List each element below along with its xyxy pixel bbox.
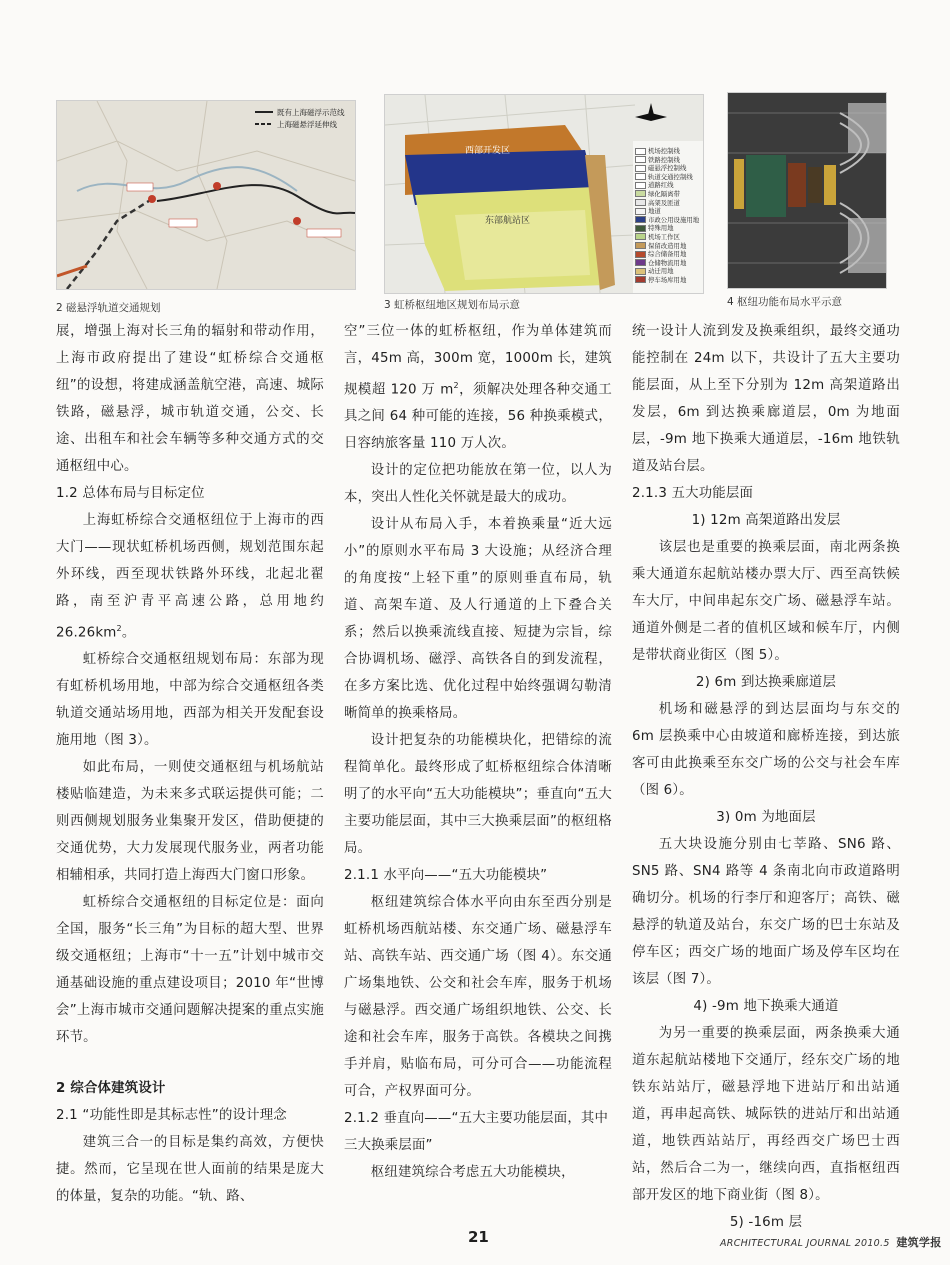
paragraph: 设计把复杂的功能模块化，把错综的流程简单化。最终形成了虹桥枢纽综合体清晰明了的水平向“五大功能模块”；垂直向“五大主要功能层面，其中三大换乘层面”的枢纽格局。	[344, 733, 612, 857]
text-column-1	[56, 318, 324, 1210]
figure-4-hub-layout	[727, 92, 887, 289]
paragraph: 统一设计人流到发及换乘组织，最终交通功能控制在 24m 以下，共设计了五大主要功能层面，从上至下分别为 12m 高架道路出发层，6m 到达换乘廊道层，0m 为地面层，-9m 地下换乘大通道层，-16m 地铁轨道及站台层。	[632, 324, 900, 474]
text-column-3	[632, 318, 900, 1236]
paragraph: 枢纽建筑综合考虑五大功能模块，	[370, 1165, 575, 1181]
fig3-legend-item: 高架及匝道	[635, 199, 703, 208]
paragraph: 设计的定位把功能放在第一位，以人为本，突出人性化关怀就是最大的成功。	[344, 463, 612, 506]
paragraph: 虹桥综合交通枢纽的目标定位是：面向全国，服务“长三角”为目标的超大型、世界级交通枢纽；上海市“十一五”计划中城市交通基础设施的重点建设项目；2010 年“世博会”上海市城市交通问题解决提案的重点实施环节。	[56, 895, 324, 1046]
fig3-legend-item: 铁路控制线	[635, 156, 703, 165]
section-heading-2-1-3: 2.1.3 五大功能层面	[632, 486, 754, 501]
fig2-legend-extension: 上海磁悬浮延伸线	[277, 120, 337, 129]
fig3-legend-item: 保留改造用地	[635, 242, 703, 251]
figure-2-caption: 2 磁悬浮轨道交通规划	[56, 302, 161, 314]
fig3-legend-item: 市政公用设施用地	[635, 216, 703, 225]
fig3-legend-item: 地道	[635, 207, 703, 216]
figure-2-maglev-map	[56, 100, 356, 290]
sub-heading: 5) -16m 层	[729, 1215, 803, 1230]
fig3-legend-item: 动迁用地	[635, 267, 703, 276]
figure-4-caption: 4 枢纽功能布局水平示意	[727, 296, 843, 308]
paragraph: 枢纽建筑综合体水平向由东至西分别是虹桥机场西航站楼、东交通广场、磁悬浮车站、高铁车站、西交通广场（图 4）。东交通广场集地铁、公交和社会车库，服务于机场与磁悬浮。西交通广场组织地铁、公交、长途和社会车库，服务于高铁。各模块之间携手并肩，贴临布局，可分可合——功能流程可合，产权界面可分。	[344, 895, 612, 1100]
fig3-legend-item: 停车场库用地	[635, 276, 703, 285]
section-heading-2-1-1: 2.1.1 水平向——“五大功能模块”	[344, 868, 548, 884]
sub-heading: 2) 6m 到达换乘廊道层	[695, 675, 837, 690]
fig3-legend-item: 综合储备用地	[635, 250, 703, 259]
fig3-legend-item: 道路红线	[635, 181, 703, 190]
fig3-zone-west: 西部开发区	[465, 146, 511, 156]
sub-heading: 1) 12m 高架道路出发层	[691, 513, 841, 528]
paragraph: 展，增强上海对长三角的辐射和带动作用，上海市政府提出了建设“虹桥综合交通枢纽”的设想，将建成涵盖航空港，高速、城际铁路，磁悬浮，城市轨道交通，公交、长途、出租车和社会车辆等多种交通方式的交通枢纽中心。	[56, 324, 324, 474]
section-heading-2-1-2: 2.1.2 垂直向——“五大主要功能层面，其中三大换乘层面”	[344, 1111, 609, 1154]
hub-layout-image	[728, 93, 886, 288]
paragraph: 上海虹桥综合交通枢纽位于上海市的西大门——现状虹桥机场西侧，规划范围东起外环线，西至现状铁路外环线，北起北翟路，南至沪青平高速公路，总用地约 $26.26km^2$。	[56, 513, 324, 641]
paragraph: 虹桥综合交通枢纽规划布局：东部为现有虹桥机场用地，中部为综合交通枢纽各类轨道交通站场用地，西部为相关开发配套设施用地（图 3）。	[56, 652, 324, 749]
fig3-legend-item: 特殊用地	[635, 224, 703, 233]
fig3-zone-east: 东部航站区	[485, 216, 531, 226]
paragraph: 建筑三合一的目标是集约高效，方便快捷。然而，它呈现在世人面前的结果是庞大的体量，复杂的功能。“轨、路、	[56, 1135, 324, 1205]
maglev-map-image	[57, 101, 355, 289]
paragraph: 如此布局，一则使交通枢纽与机场航站楼贴临建造，为未来多式联运提供可能；二则西侧规划服务业集聚开发区，借助便捷的交通优势，大力发展现代服务业，两者功能相辅相承，共同打造上海西大门窗口形象。	[56, 760, 324, 884]
fig3-legend-item: 轨道交通控制线	[635, 173, 703, 182]
sub-heading: 3) 0m 为地面层	[716, 810, 816, 825]
fig3-legend-item: 磁悬浮控制线	[635, 164, 703, 173]
paragraph: 机场和磁悬浮的到达层面均与东交的 6m 层换乘中心由坡道和廊桥连接，到达旅客可由此换乘至东交广场的公交与社会车库（图 6）。	[632, 702, 900, 798]
paragraph: 该层也是重要的换乘层面，南北两条换乘大通道东起航站楼办票大厅、西至高铁候车大厅，中间串起东交广场、磁悬浮车站。通道外侧是二者的值机区域和候车厅，内侧是带状商业街区（图 5）。	[632, 540, 900, 663]
paragraph: 空”三位一体的虹桥枢纽，作为单体建筑而言，45m 高，300m 宽，1000m 长，建筑规模超 120 万 $m^2$，须解决处理各种交通工具之间 64 种可能的连接，56 种换乘模式，日容纳旅客量 110 万人次。	[344, 324, 612, 452]
text-column-2	[344, 318, 612, 1186]
journal-footer: ARCHITECTURAL JOURNAL 2010.5 建筑学报	[720, 1236, 942, 1249]
fig2-legend-existing: 既有上海磁浮示范线	[277, 108, 345, 117]
fig3-legend-item: 仓储物流用地	[635, 259, 703, 268]
figure-3-caption: 3 虹桥枢纽地区规划布局示意	[384, 299, 521, 311]
fig3-legend-item: 绿化隔离带	[635, 190, 703, 199]
section-heading-2-1: 2.1 “功能性即是其标志性”的设计理念	[56, 1108, 287, 1124]
fig3-legend	[635, 147, 703, 285]
fig3-legend-item: 机场工作区	[635, 233, 703, 242]
paragraph: 五大块设施分别由七莘路、SN6 路、SN5 路、SN4 路等 4 条南北向市政道路明确切分。机场的行李厅和迎客厅；高铁、磁悬浮的轨道及站台，东交广场的巴士东站及停车区；西交广场的地面广场及停车区均在该层（图 7）。	[632, 837, 900, 987]
section-heading-1-2: 1.2 总体布局与目标定位	[56, 486, 205, 501]
sub-heading: 4) -9m 地下换乘大通道	[693, 999, 839, 1014]
figure-3-hongqiao-plan	[384, 94, 704, 294]
page-number: 21	[468, 1228, 489, 1246]
fig3-legend-item: 机场控制线	[635, 147, 703, 156]
paragraph: 设计从布局入手，本着换乘量“近大远小”的原则水平布局 3 大设施；从经济合理的角度按“上轻下重”的原则垂直布局，轨道、高架车道、及人行通道的上下叠合关系；然后以换乘流线直接、短捷为宗旨，综合协调机场、磁浮、高铁各自的到发流程，在多方案比选、优化过程中始终强调勾勒清晰简单的换乘格局。	[344, 517, 612, 722]
section-heading-2: 2 综合体建筑设计	[56, 1081, 166, 1097]
paragraph: 为另一重要的换乘层面，两条换乘大通道东起航站楼地下交通厅，经东交广场的地铁东站站厅，磁悬浮地下进站厅和出站通道，再串起高铁、城际铁的进站厅和出站通道，地铁西站站厅，再经西交广场巴士西站，然后合二为一，继续向西，直指枢纽西部开发区的地下商业街（图 8）。	[632, 1026, 900, 1203]
